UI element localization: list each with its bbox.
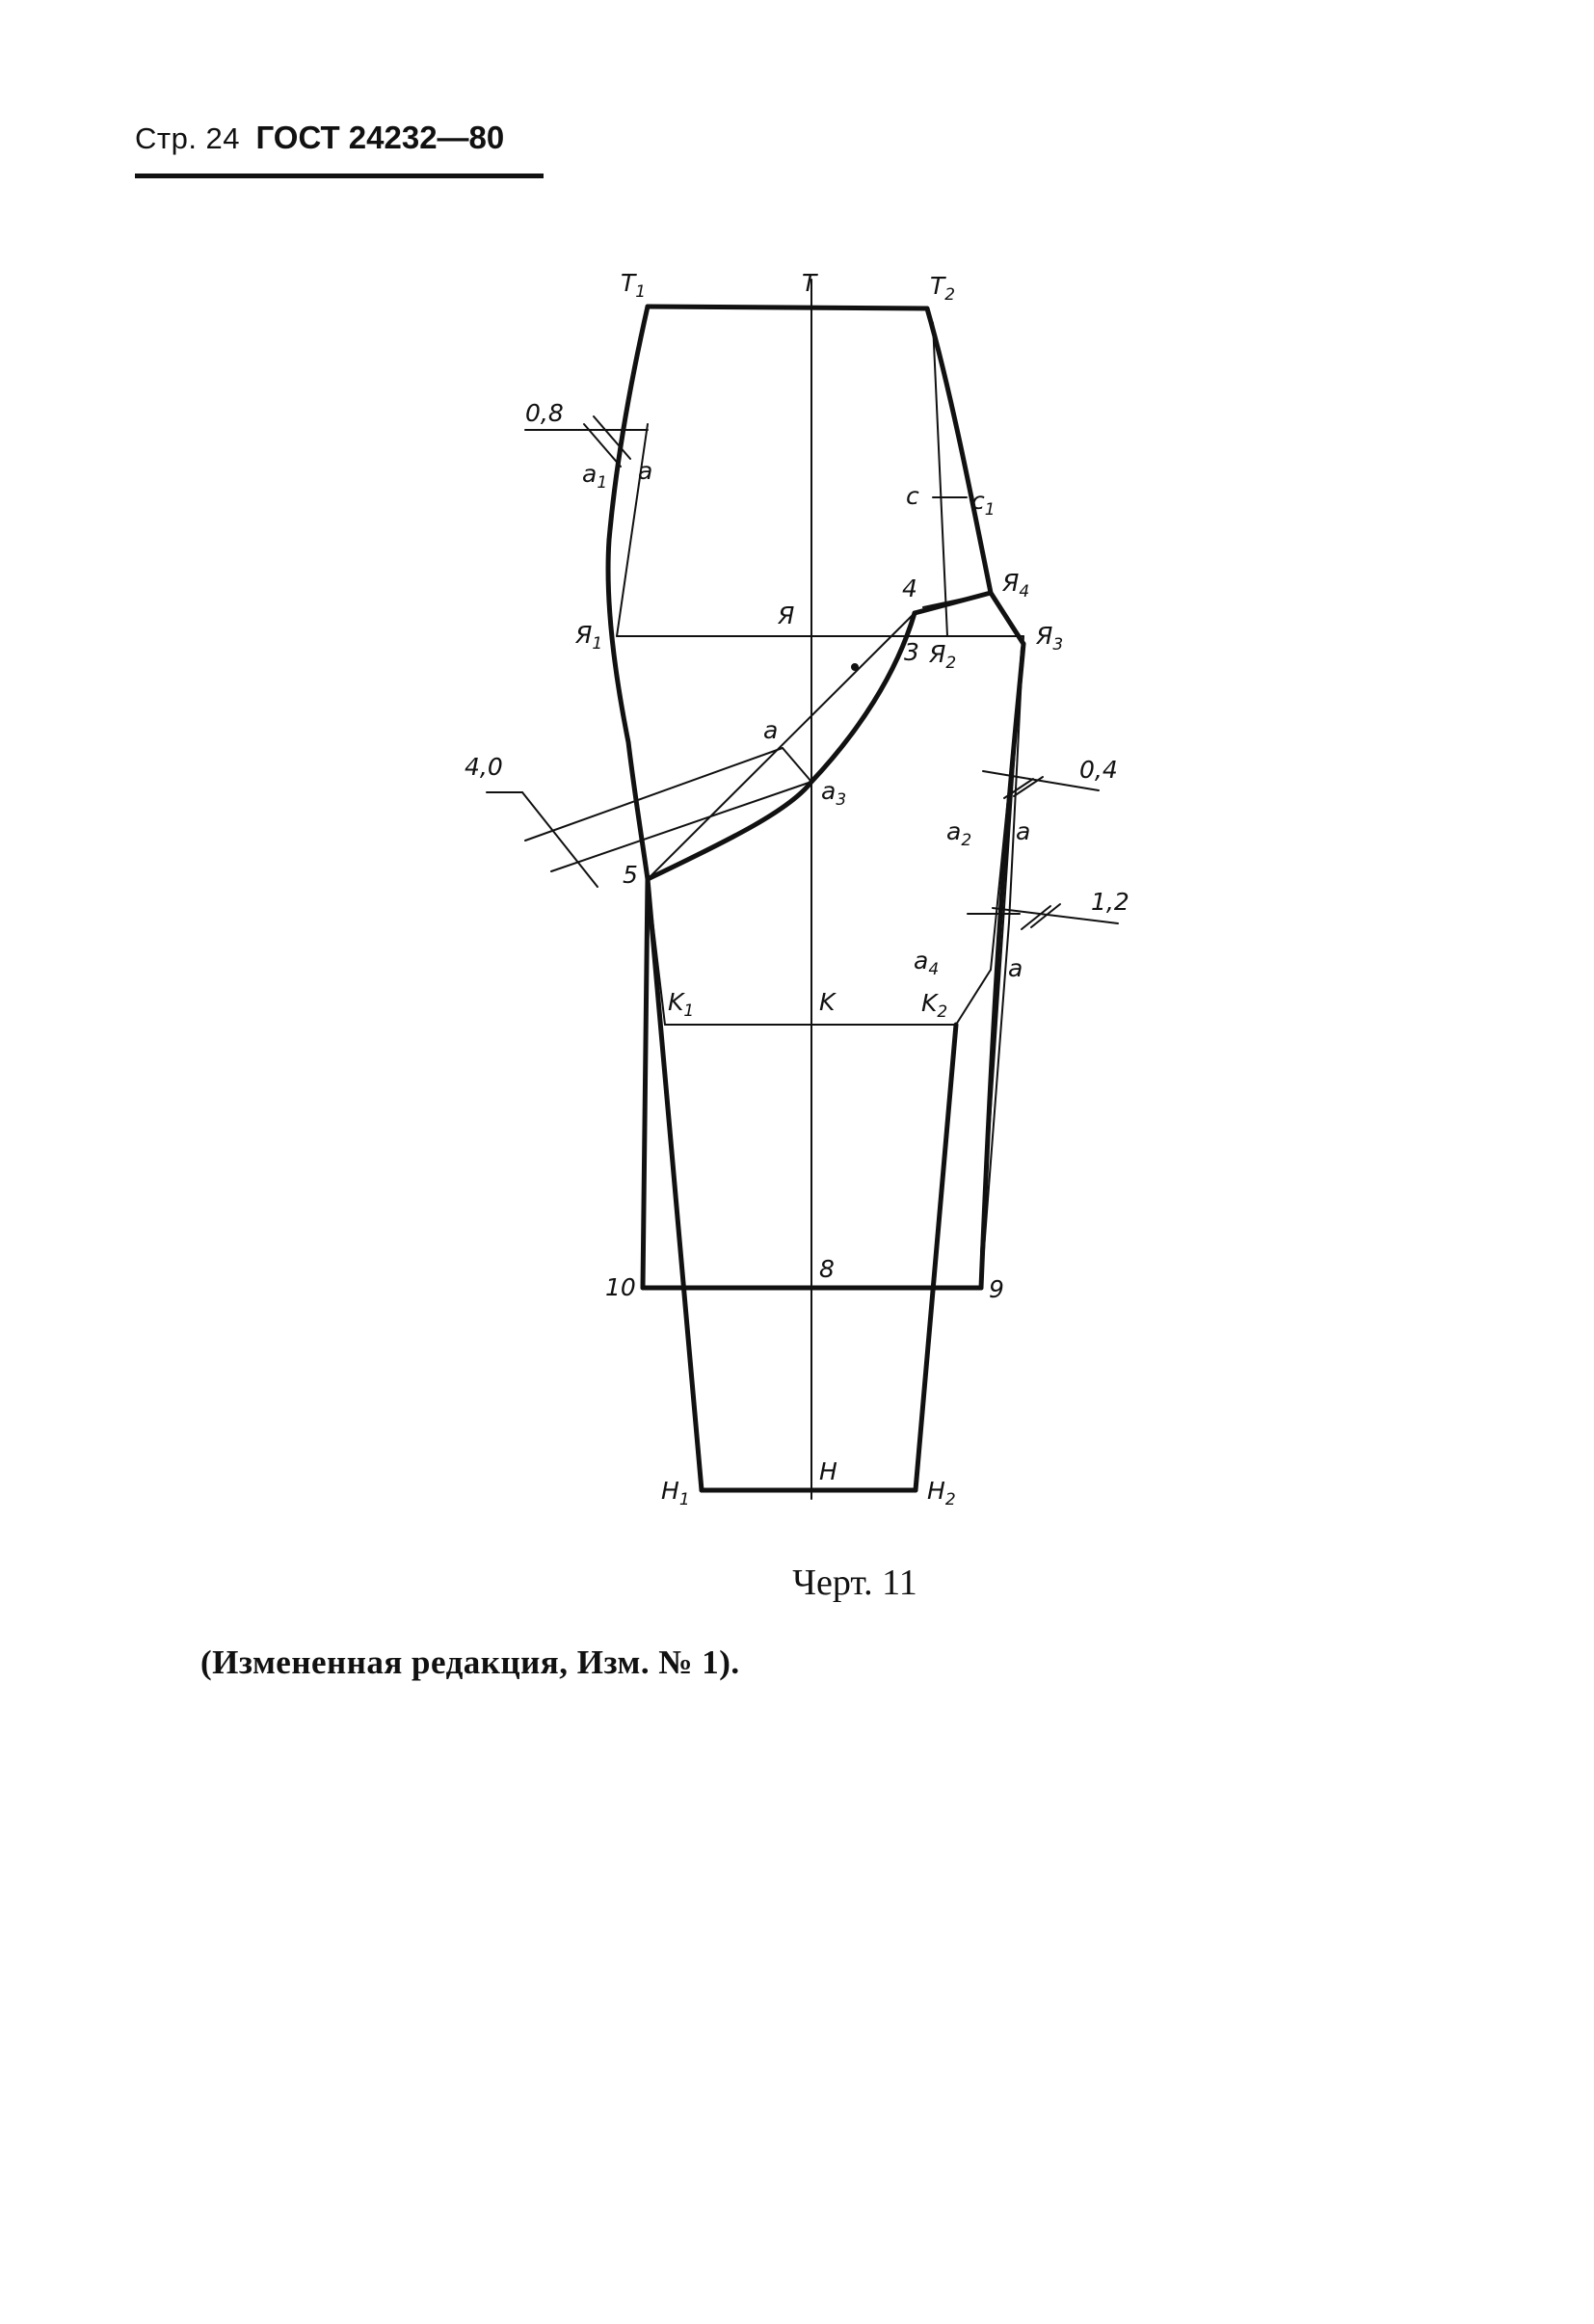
label-a-mid: a — [763, 716, 779, 744]
label-point-3: 3 — [904, 638, 919, 666]
label-ya4: $Я_4$ — [1002, 569, 1030, 601]
label-a-right-2: a — [1008, 954, 1023, 982]
label-a2: $a_2$ — [946, 817, 972, 850]
measure-4-0: 4,0 — [465, 753, 503, 781]
label-point-10: 10 — [605, 1273, 636, 1301]
measure-0-4: 0,4 — [1079, 756, 1118, 784]
label-point-8: 8 — [819, 1255, 835, 1283]
measure-1-2: 1,2 — [1091, 888, 1129, 916]
label-a3: $a_3$ — [821, 777, 847, 810]
standard-number: ГОСТ 24232—80 — [255, 120, 505, 155]
label-ya2: $Я_2$ — [929, 640, 957, 673]
label-h2: $H_2$ — [927, 1477, 956, 1509]
label-k1: $K_1$ — [668, 988, 695, 1021]
label-c1: $c_1$ — [971, 487, 996, 520]
label-point-5: 5 — [623, 861, 638, 889]
figure-caption-text: Черт. 11 — [792, 1563, 917, 1603]
label-a-right-1: a — [1016, 817, 1031, 845]
label-t1: $T_1$ — [621, 269, 647, 302]
label-c: c — [906, 482, 919, 510]
label-a1: $a_1$ — [582, 460, 608, 493]
label-h: H — [819, 1457, 837, 1485]
label-h1: $H_1$ — [661, 1477, 690, 1509]
label-ya1: $Я_1$ — [575, 621, 603, 654]
construction-lines — [525, 323, 1023, 1288]
mark-dot — [851, 663, 859, 671]
label-t: T — [802, 269, 817, 297]
label-point-9: 9 — [989, 1275, 1004, 1303]
label-k: K — [819, 988, 836, 1016]
label-point-4: 4 — [902, 574, 917, 602]
measure-marks — [487, 416, 1118, 929]
label-a4: $a_4$ — [914, 947, 940, 979]
label-ya3: $Я_3$ — [1036, 622, 1064, 654]
pattern-outline — [608, 307, 1023, 1490]
label-ya: Я — [778, 601, 795, 629]
revision-note: (Измененная редакция, Изм. № 1). — [200, 1643, 740, 1681]
measure-0-8: 0,8 — [525, 399, 564, 427]
label-k2: $K_2$ — [921, 989, 948, 1022]
figure-caption — [0, 1562, 1594, 1604]
page-number: Стр. 24 — [135, 121, 241, 155]
label-t2: $T_2$ — [930, 272, 956, 305]
label-a-top: a — [638, 457, 653, 485]
